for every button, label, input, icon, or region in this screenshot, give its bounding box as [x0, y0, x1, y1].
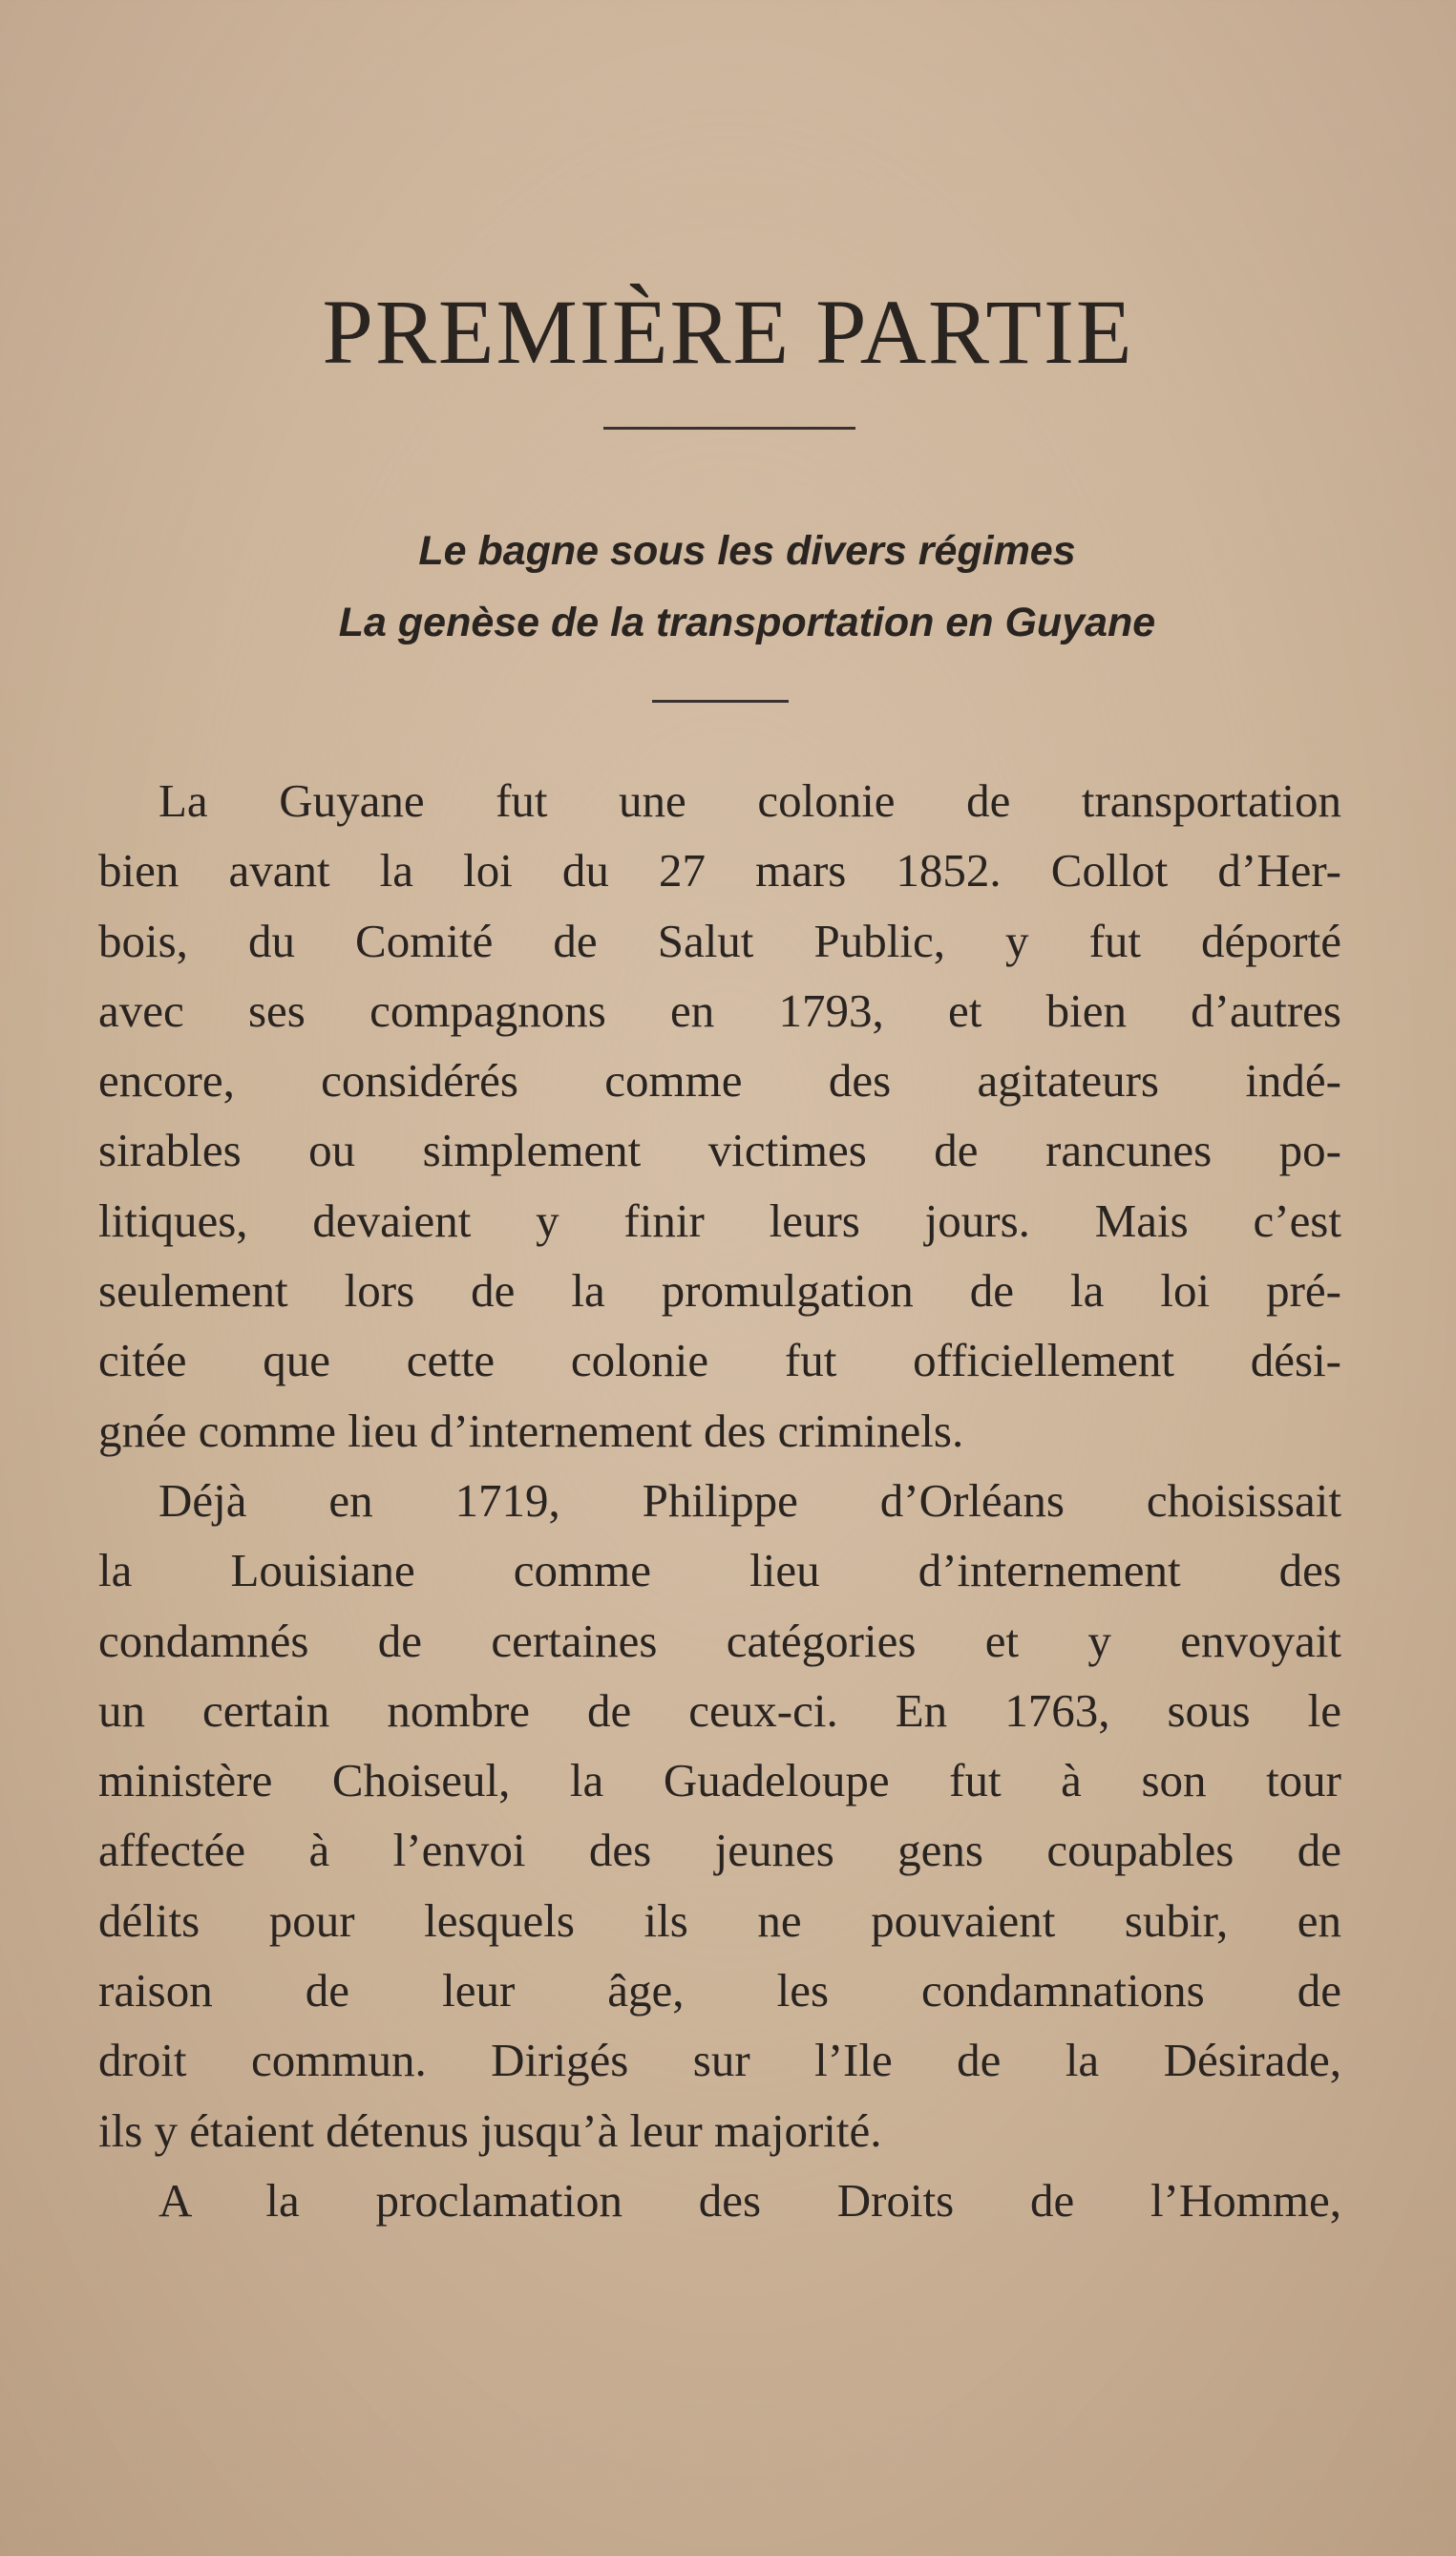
part-title: PREMIÈRE PARTIE — [322, 281, 1134, 383]
text-line: ils y étaient détenus jusqu’à leur majorité. — [98, 2103, 882, 2157]
text-line: gnée comme lieu d’internement des criminels. — [98, 1404, 964, 1457]
text-line: raison de leur âge, les condamnations de — [98, 1964, 1341, 2017]
text-line: encore, considérés comme des agitateurs indé- — [98, 1054, 1341, 1108]
text-line: seulement lors de la promulgation de la loi pré- — [98, 1264, 1341, 1318]
text-line: A la proclamation des Droits de l’Homme, — [158, 2173, 1341, 2227]
subtitle-divider — [652, 700, 789, 703]
text-line: sirables ou simplement victimes de rancunes po- — [98, 1124, 1341, 1177]
text-line: bois, du Comité de Salut Public, y fut déporté — [98, 914, 1341, 967]
text-line: délits pour lesquels ils ne pouvaient subir, en — [98, 1893, 1341, 1947]
text-line: condamnés de certaines catégories et y envoyait — [98, 1614, 1341, 1667]
text-line: la Louisiane comme lieu d’internement des — [98, 1544, 1341, 1597]
text-line: droit commun. Dirigés sur l’Ile de la Désirade, — [98, 2034, 1341, 2087]
text-line: bien avant la loi du 27 mars 1852. Collot d’Her- — [98, 844, 1341, 898]
text-line: avec ses compagnons en 1793, et bien d’autres — [98, 983, 1341, 1037]
chapter-subtitle-1: Le bagne sous les divers régimes — [418, 528, 1076, 574]
title-divider — [603, 427, 855, 430]
body-text — [98, 766, 1341, 2235]
text-line: citée que cette colonie fut officiellement dési- — [98, 1334, 1341, 1387]
text-line: litiques, devaient y finir leurs jours. Mais c’est — [98, 1194, 1341, 1247]
text-line: affectée à l’envoi des jeunes gens coupables de — [98, 1824, 1341, 1877]
text-line: un certain nombre de ceux-ci. En 1763, sous le — [98, 1683, 1341, 1737]
chapter-subtitle-2: La genèse de la transportation en Guyane — [338, 600, 1156, 645]
text-line: Déjà en 1719, Philippe d’Orléans choisissait — [158, 1473, 1341, 1527]
text-line: La Guyane fut une colonie de transportation — [158, 774, 1341, 827]
text-line: ministère Choiseul, la Guadeloupe fut à son tour — [98, 1754, 1341, 1807]
